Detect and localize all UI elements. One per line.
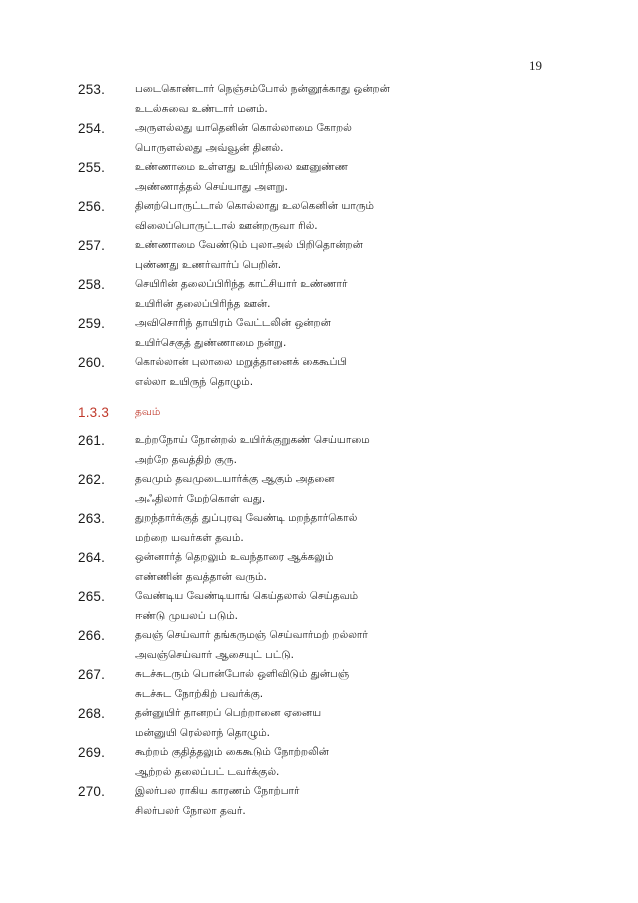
verse-entry <box>78 275 558 314</box>
verse-text <box>135 197 555 236</box>
verse-line: பொருளல்லது அவ்வூன் தினல். <box>135 141 284 154</box>
verse-number: 260. <box>78 355 106 370</box>
verse-line: கூற்றம் குதித்தலும் கைகூடும் நோற்றலின் <box>135 746 329 758</box>
verse-line: உடல்சுவை உண்டார் மனம். <box>135 102 268 115</box>
verse-number: 262. <box>78 472 106 487</box>
verse-number: 254. <box>78 121 106 136</box>
verse-line: அஃதிலார் மேற்கொள் வது. <box>135 492 266 505</box>
verse-entry <box>78 470 558 509</box>
verse-entry <box>78 158 558 197</box>
verse-line: அவஞ்செய்வார் ஆசையுட் பட்டு. <box>135 648 294 661</box>
verse-entry <box>78 314 558 353</box>
verse-text <box>135 665 555 704</box>
verse-number: 259. <box>78 316 106 331</box>
verse-entry <box>78 119 558 158</box>
verse-number: 265. <box>78 589 106 604</box>
verse-text <box>135 353 555 392</box>
verse-line: தன்னுயிர் தானறப் பெற்றானை ஏனைய <box>135 707 322 719</box>
verse-text <box>135 587 555 626</box>
verse-entry <box>78 353 558 392</box>
verse-entry <box>78 236 558 275</box>
verse-line: இலர்பல ராகிய காரணம் நோற்பார் <box>135 785 300 797</box>
section-number: 1.3.3 <box>78 405 110 420</box>
verse-text <box>135 704 555 743</box>
verse-text <box>135 743 555 782</box>
verse-number: 270. <box>78 784 106 799</box>
verse-entry <box>78 197 558 236</box>
verse-line: தவஞ் செய்வார் தங்கருமஞ் செய்வார்மற் றல்லார் <box>135 629 368 641</box>
verse-line: உண்ணாமை வேண்டும் புலாஅல் பிறிதொன்றன் <box>135 239 363 251</box>
verse-number: 263. <box>78 511 106 526</box>
verse-text <box>135 548 555 587</box>
verse-line: சுடச்சுடரும் பொன்போல் ஒளிவிடும் துன்பஞ் <box>135 668 350 680</box>
verse-text <box>135 626 555 665</box>
verse-number: 255. <box>78 160 106 175</box>
verse-line: அண்ணாத்தல் செய்யாது அளறு. <box>135 180 288 193</box>
verse-entry <box>78 665 558 704</box>
verse-text <box>135 119 555 158</box>
verse-text <box>135 275 555 314</box>
section-title: தவம் <box>135 406 161 418</box>
verse-line: மன்னுயி ரெல்லாந் தொழும். <box>135 726 271 739</box>
verse-number: 269. <box>78 745 106 760</box>
verse-line: வேண்டிய வேண்டியாங் கெய்தலால் செய்தவம் <box>135 590 359 602</box>
verse-entry <box>78 704 558 743</box>
verse-entry <box>78 548 558 587</box>
verse-line: உண்ணாமை உள்ளது உயிர்நிலை ஊனுண்ண <box>135 161 348 173</box>
verse-text <box>135 509 555 548</box>
verse-line: ஈண்டு முயலப் படும். <box>135 609 238 622</box>
section-heading <box>78 403 558 431</box>
verse-entry <box>78 431 558 470</box>
verse-text <box>135 158 555 197</box>
verse-line: சிலர்பலர் நோலா தவர். <box>135 804 246 817</box>
verse-entry <box>78 587 558 626</box>
verse-text <box>135 431 555 470</box>
verse-line: கொல்லான் புலாலை மறுத்தானைக் கைகூப்பி <box>135 356 347 368</box>
verse-entry <box>78 626 558 665</box>
verse-line: உயிர்செகுத் துண்ணாமை நன்று. <box>135 336 287 349</box>
verse-number: 253. <box>78 82 106 97</box>
verse-line: தவமும் தவமுடையார்க்கு ஆகும் அதனை <box>135 473 335 485</box>
verse-number: 268. <box>78 706 106 721</box>
verse-list <box>78 80 558 821</box>
verse-line: புண்ணது உணர்வார்ப் பெறின். <box>135 258 282 271</box>
verse-line: செயிரின் தலைப்பிரிந்த காட்சியார் உண்ணார் <box>135 278 348 290</box>
verse-number: 264. <box>78 550 106 565</box>
verse-line: எல்லா உயிருந் தொழும். <box>135 375 254 388</box>
page-number: 19 <box>529 58 542 73</box>
verse-line: எண்ணின் தவத்தான் வரும். <box>135 570 267 583</box>
verse-line: படைகொண்டார் நெஞ்சம்போல் நன்னூக்காது ஒன்றன் <box>135 83 390 95</box>
verse-number: 258. <box>78 277 106 292</box>
verse-entry <box>78 782 558 821</box>
verse-text <box>135 782 555 821</box>
verse-text <box>135 403 555 423</box>
verse-line: உற்றநோய் நோன்றல் உயிர்க்குறுகண் செய்யாமை <box>135 434 370 446</box>
verse-number: 256. <box>78 199 106 214</box>
verse-text <box>135 80 555 119</box>
verse-line: அருளல்லது யாதெனின் கொல்லாமை கோறல் <box>135 122 352 134</box>
verse-line: அவிசொரிந் தாயிரம் வேட்டலின் ஒன்றன் <box>135 317 331 329</box>
verse-line: அற்றே தவத்திற் குரு. <box>135 453 237 466</box>
verse-line: துறந்தார்க்குத் துப்புரவு வேண்டி மறந்தார்கொல் <box>135 512 358 524</box>
verse-line: விலைப்பொருட்டால் ஊன்றருவா ரில். <box>135 219 318 232</box>
verse-entry <box>78 80 558 119</box>
verse-text <box>135 236 555 275</box>
verse-entry <box>78 509 558 548</box>
verse-line: ஆற்றல் தலைப்பட் டவர்க்குல். <box>135 765 280 778</box>
verse-line: தினற்பொருட்டால் கொல்லாது உலகெனின் யாரும் <box>135 200 375 212</box>
verse-number: 267. <box>78 667 106 682</box>
verse-number: 257. <box>78 238 106 253</box>
verse-entry <box>78 743 558 782</box>
verse-line: சுடச்சுட நோற்கிற் பவர்க்கு. <box>135 687 264 700</box>
verse-number: 266. <box>78 628 106 643</box>
verse-text <box>135 314 555 353</box>
verse-text <box>135 470 555 509</box>
verse-line: மற்றை யவர்கள் தவம். <box>135 531 244 544</box>
verse-line: உயிரின் தலைப்பிரிந்த ஊன். <box>135 297 271 310</box>
verse-number: 261. <box>78 433 106 448</box>
verse-line: ஒன்னார்த் தெறலும் உவந்தாரை ஆக்கலும் <box>135 551 334 563</box>
